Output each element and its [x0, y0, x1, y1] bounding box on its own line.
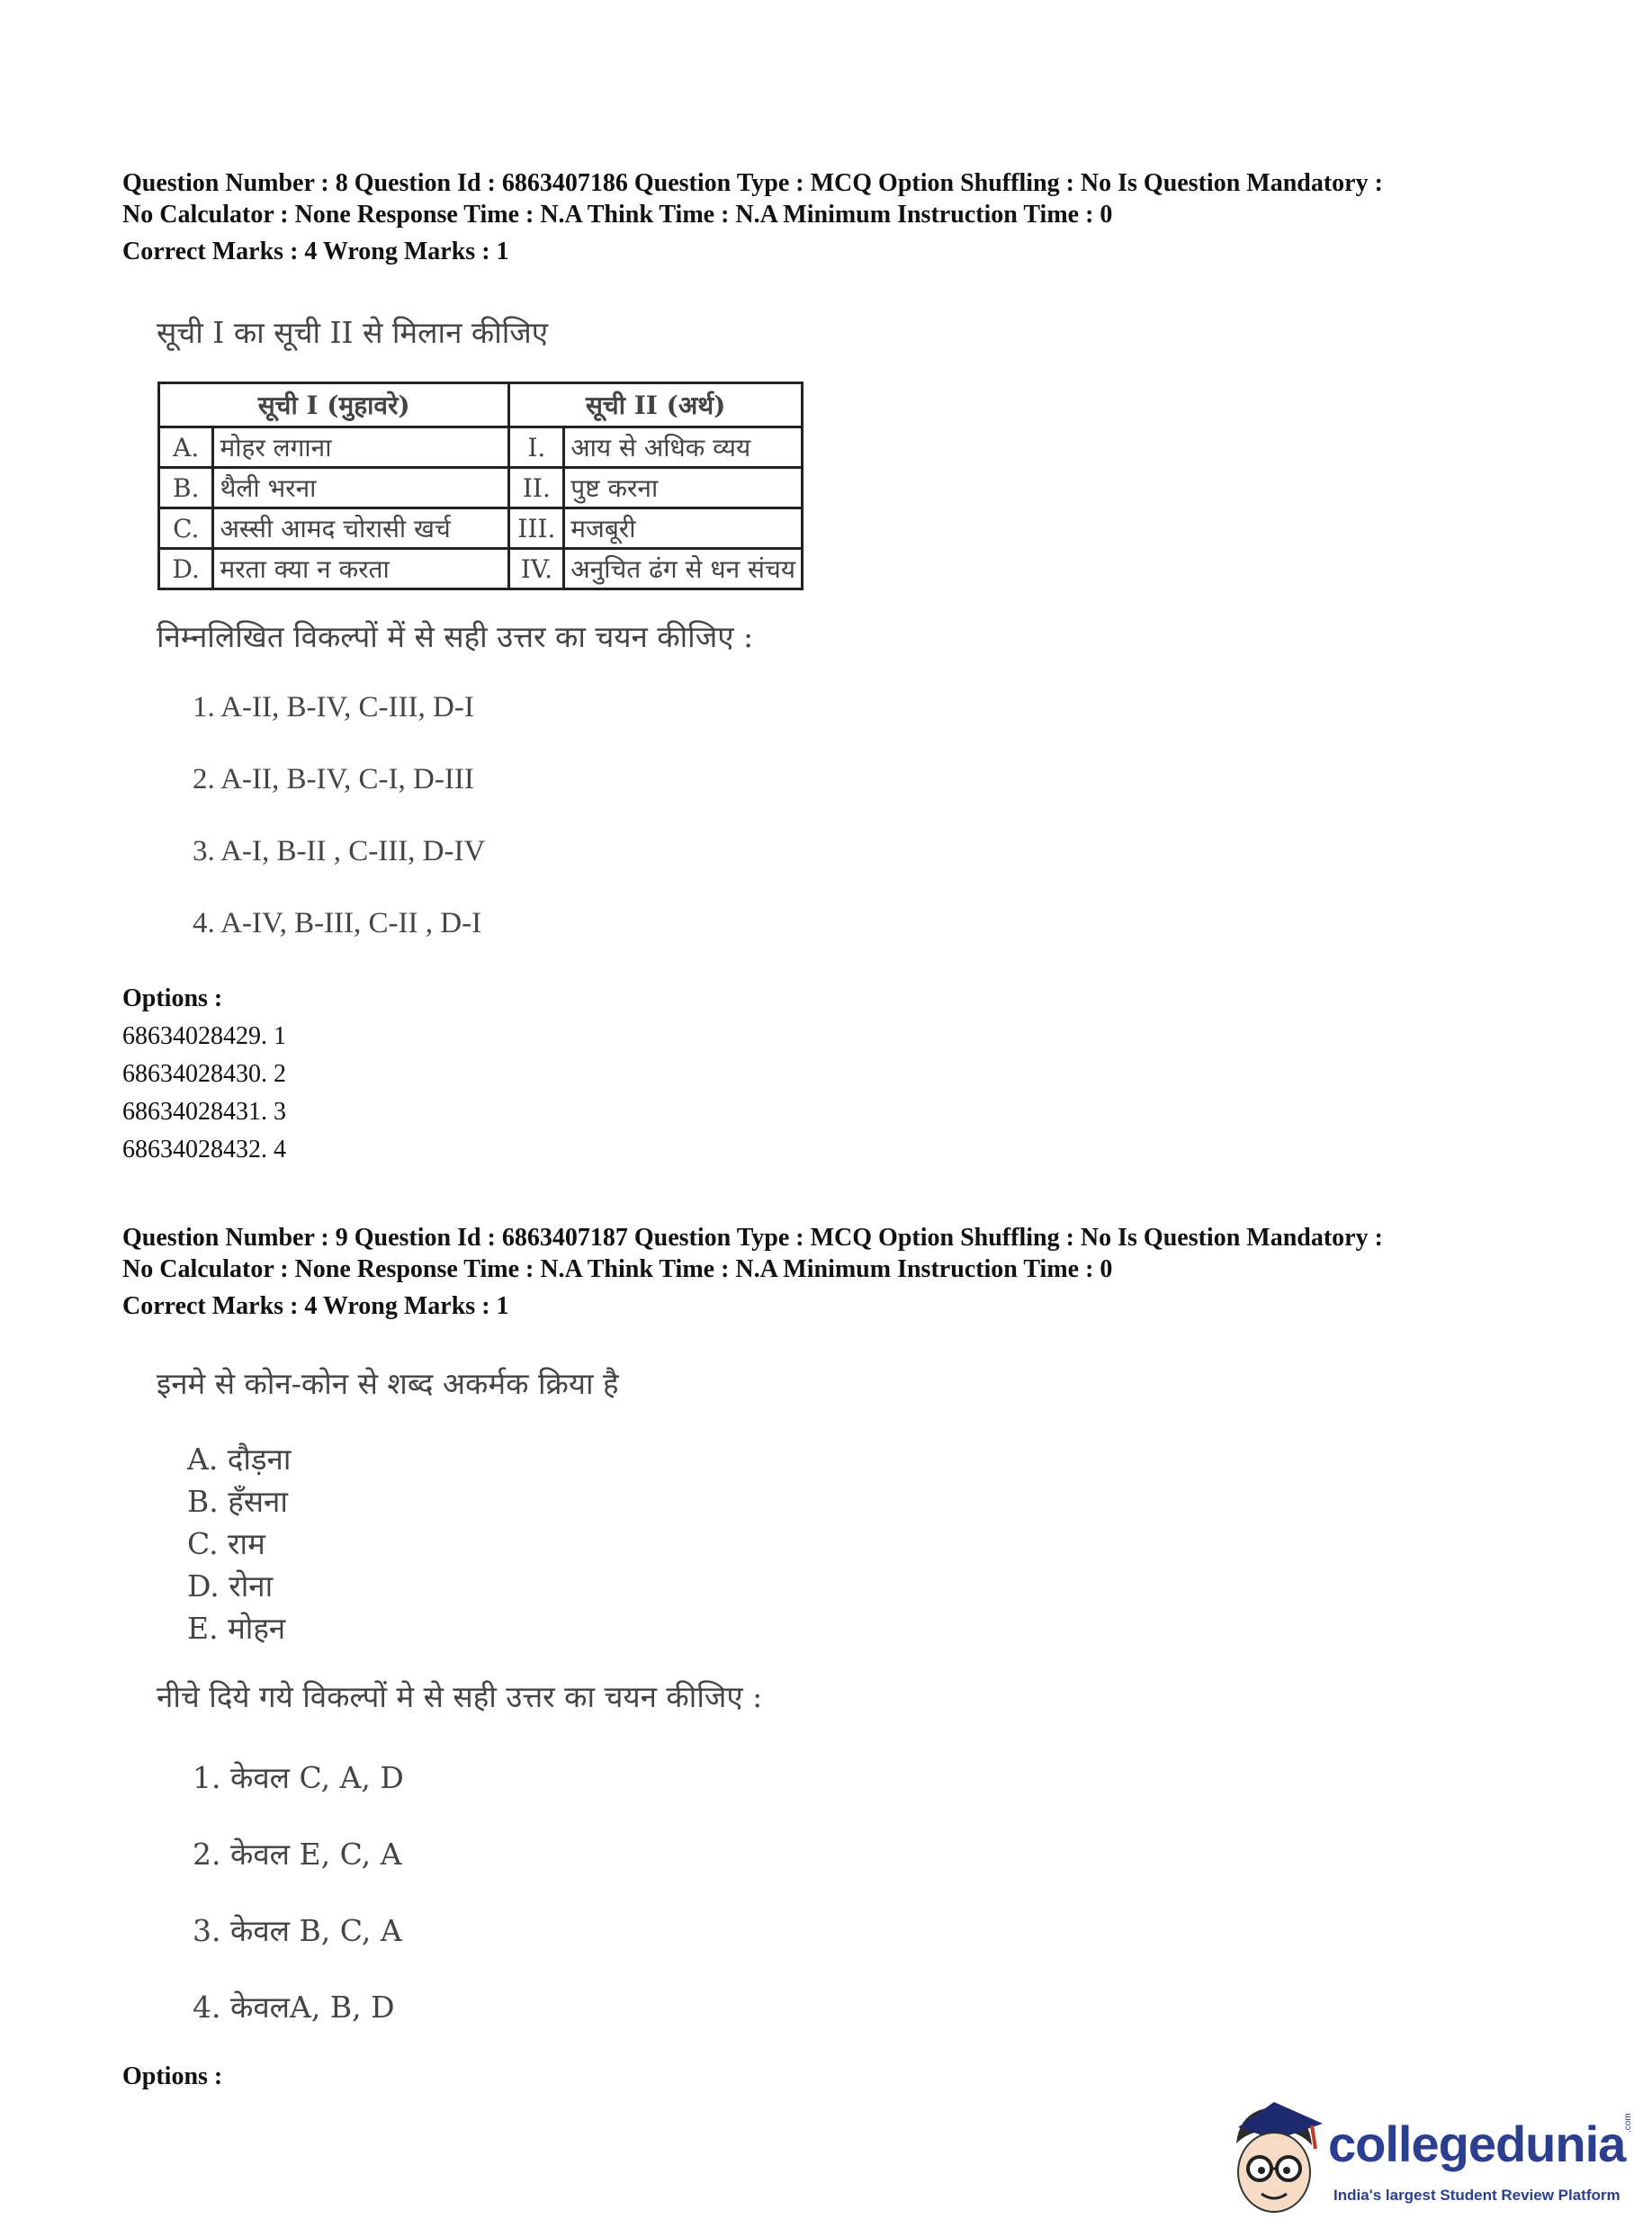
- table-row: [159, 508, 803, 549]
- row-value: मोहर लगाना: [213, 427, 509, 468]
- row-value2: अनुचित ढंग से धन संचय: [564, 549, 803, 589]
- row-key: D.: [159, 549, 213, 589]
- table-row: [159, 427, 803, 468]
- q8-instruction: सूची I का सूची II से मिलान कीजिए: [157, 315, 549, 350]
- q9-choice-1: 1. केवल C, A, D: [193, 1760, 404, 1795]
- table-header-left: सूची I (मुहावरे): [159, 383, 509, 427]
- q9-item: D. रोना: [187, 1568, 274, 1604]
- q8-match-table: [157, 382, 804, 590]
- q9-item: A. दौड़ना: [187, 1442, 292, 1477]
- q8-choice-1: 1. A-II, B-IV, C-III, D-I: [193, 691, 474, 723]
- q9-item: B. हँसना: [187, 1484, 288, 1519]
- row-value: मरता क्या न करता: [213, 549, 509, 589]
- row-key2: I.: [509, 427, 564, 468]
- q8-option: 68634028432. 4: [122, 1136, 286, 1163]
- row-key2: II.: [509, 468, 564, 508]
- row-value2: पुष्ट करना: [564, 468, 803, 508]
- q9-item: C. राम: [187, 1526, 265, 1561]
- row-key2: III.: [509, 508, 564, 549]
- table-header-right: सूची II (अर्थ): [509, 383, 803, 427]
- q9-item: E. मोहन: [187, 1611, 286, 1646]
- q9-choice-2: 2. केवल E, C, A: [193, 1837, 402, 1872]
- q9-instruction: इनमे से कोन-कोन से शब्द अकर्मक क्रिया है: [157, 1366, 619, 1401]
- q9-marks: Correct Marks : 4 Wrong Marks : 1: [122, 1292, 509, 1320]
- collegedunia-logo: [1222, 2097, 1636, 2223]
- mascot-icon: [1222, 2097, 1323, 2223]
- row-key: B.: [159, 468, 213, 508]
- q9-meta: [122, 1222, 1562, 1285]
- q8-choice-2: 2. A-II, B-IV, C-I, D-III: [193, 763, 474, 795]
- row-key: A.: [159, 427, 213, 468]
- q8-options-label: Options :: [122, 984, 223, 1012]
- table-row: [159, 549, 803, 589]
- logo-wordmark: collegedunia: [1328, 2116, 1626, 2172]
- table-row: [159, 468, 803, 508]
- q8-option: 68634028430. 2: [122, 1060, 286, 1088]
- q8-choice-3: 3. A-I, B-II , C-III, D-IV: [193, 835, 486, 867]
- logo-tagline: India's largest Student Review Platform: [1333, 2187, 1621, 2204]
- q8-marks: Correct Marks : 4 Wrong Marks : 1: [122, 238, 509, 265]
- q8-meta-line2: No Calculator : None Response Time : N.A Think Time : N.A Minimum Instruction Time : 0: [122, 201, 1113, 229]
- q8-select-prompt: निम्नलिखित विकल्पों में से सही उत्तर का चयन कीजिए :: [157, 619, 754, 654]
- q9-choice-4: 4. केवलA, B, D: [193, 1990, 395, 2025]
- q8-meta: [122, 167, 1562, 230]
- q9-choice-3: 3. केवल B, C, A: [193, 1913, 402, 1948]
- q8-meta-line1: Question Number : 8 Question Id : 6863407186 Question Type : MCQ Option Shuffling : No Is Question Mandatory :: [122, 169, 1383, 197]
- logo-com: .com: [1623, 2113, 1633, 2133]
- q9-options-label: Options :: [122, 2062, 223, 2090]
- row-value: अस्सी आमद चोरासी खर्च: [213, 508, 509, 549]
- q8-option: 68634028429. 1: [122, 1022, 286, 1050]
- row-value: थैली भरना: [213, 468, 509, 508]
- row-key: C.: [159, 508, 213, 549]
- row-value2: आय से अधिक व्यय: [564, 427, 803, 468]
- q8-choice-4: 4. A-IV, B-III, C-II , D-I: [193, 907, 482, 939]
- row-value2: मजबूरी: [564, 508, 803, 549]
- q9-meta-line2: No Calculator : None Response Time : N.A Think Time : N.A Minimum Instruction Time : 0: [122, 1255, 1113, 1283]
- q9-select-prompt: नीचे दिये गये विकल्पों मे से सही उत्तर का चयन कीजिए :: [157, 1679, 763, 1714]
- q8-option: 68634028431. 3: [122, 1098, 286, 1126]
- row-key2: IV.: [509, 549, 564, 589]
- q9-meta-line1: Question Number : 9 Question Id : 6863407187 Question Type : MCQ Option Shuffling : No Is Question Mandatory :: [122, 1224, 1383, 1252]
